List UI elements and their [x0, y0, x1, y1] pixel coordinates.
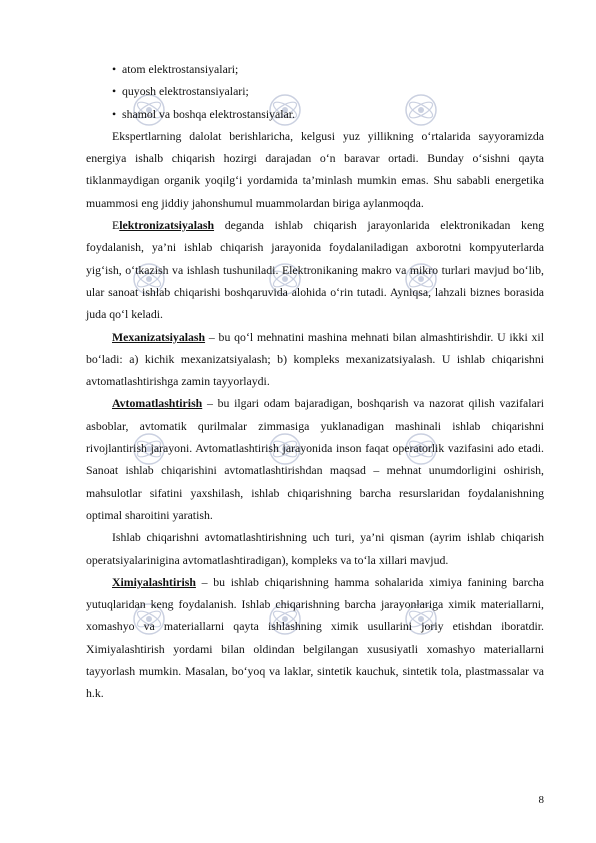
bullet-text: shamol va boshqa elektrostansiyalar.: [122, 106, 295, 121]
page-number: 8: [538, 794, 544, 806]
body-text: [86, 58, 544, 705]
bullet-icon: •: [112, 84, 117, 99]
bullet-item: [86, 80, 544, 102]
bullet-item: [86, 103, 544, 125]
term-mexanizatsiyalash: Mexanizatsiyalash: [112, 329, 206, 344]
paragraph-electronization: [86, 214, 544, 325]
bullet-item: [86, 58, 544, 80]
bullet-icon: •: [112, 62, 117, 76]
paragraph-mechanization: [86, 326, 544, 393]
term-avtomatlashtirish: Avtomatlashtirish: [112, 396, 203, 411]
term-elektronizatsiyalash: lektronizatsiyalash: [119, 218, 215, 233]
bullet-text: quyosh elektrostansiyalari;: [122, 84, 249, 99]
paragraph-chemicalization: [86, 571, 544, 705]
paragraph-energy: Ekspertlarning dalolat berishlaricha, kelgusi yuz yillikning o‘rtalarida sayyoramizda energiya ishalb chiqarish hozirgi darajadan o‘n baravar ortadi. Bunday o‘sishni qayta tiklanmaydigan organik yoqilg‘i yordamida ta’minlash mumkin emas. Shu sababli energetika muammosi eng jiddiy jahonshumul muammolardan biriga aylanmoqda.: [86, 128, 544, 210]
paragraph-body: – bu ilgari odam bajaradigan, boshqarish va nazorat qilish vazifalari asboblar, avtomatik qurilmalar zimmasiga yuklanadigan mashinali ishlab chiqarishni rivojlantirish jarayoni. Avtomatlashtirish jarayonida inson faqat operatorlik vazifasini ado etadi. Sanoat ishlab chiqarishini avtomatlashtirishdan maqsad – mehnat unumdorligini oshirish, mahsulotlar sifatini yaxshilash, ishlab chiqarishning barcha resurslaridan foydalanishning optimal sharoitini yaratish.: [86, 396, 544, 522]
paragraph-automation: [86, 392, 544, 526]
bullet-text: atom elektrostansiyalari;: [122, 62, 239, 76]
paragraph-automation-types: Ishlab chiqarishni avtomatlashtirishning uch turi, ya’ni qisman (ayrim ishlab chiqarish operatsiyalarinigina avtomatlashtiradigan), kompleks va to‘la xillari mavjud.: [86, 530, 544, 567]
paragraph-body: deganda ishlab chiqarish jarayonlarida elektronikadan keng foydalanish, ya’ni ishlab chiqarish jarayonida foydalaniladigan axborotni kompyuterlarda yig‘ish, o‘tkazish va ishlash tushuniladi. Elektronikaning makro va mikro turlari mavjud bo‘lib, ular sanoat ishlab chiqarishi boshqaruvida alohida o‘rin tutadi. Ayniqsa, lahzali biznes borasida juda qo‘l keladi.: [86, 218, 544, 322]
term-ximiyalashtirish: Ximiyalashtirish: [112, 574, 196, 589]
term-first-letter: E: [112, 218, 120, 233]
paragraph-body: – bu qo‘l mehnatini mashina mehnati bilan almashtirishdir. U ikki xil bo‘ladi: a) kichik mexanizatsiyalash; b) kompleks mexanizatsiyalash. U ishlab chiqarishni avtomatlashtirishga zamin tayyorlaydi.: [86, 329, 544, 389]
paragraph-body: – bu ishlab chiqarishning hamma sohalarida ximiya fanining barcha yutuqlaridan keng foydalanish. Ishlab chiqarishning barcha jarayonlariga ximik materiallarni, xomashyo va materiallarni qayta ishlashning ximik usullarini joriy etishdan iboratdir. Ximiyalashtirish yordami bilan oldindan belgilangan xususiyatli xomashyo materiallarni tayyorlash mumkin. Masalan, bo‘yoq va laklar, sintetik kauchuk, sintetik tola, plastmassalar va h.k.: [86, 574, 544, 701]
bullet-icon: •: [112, 106, 117, 121]
